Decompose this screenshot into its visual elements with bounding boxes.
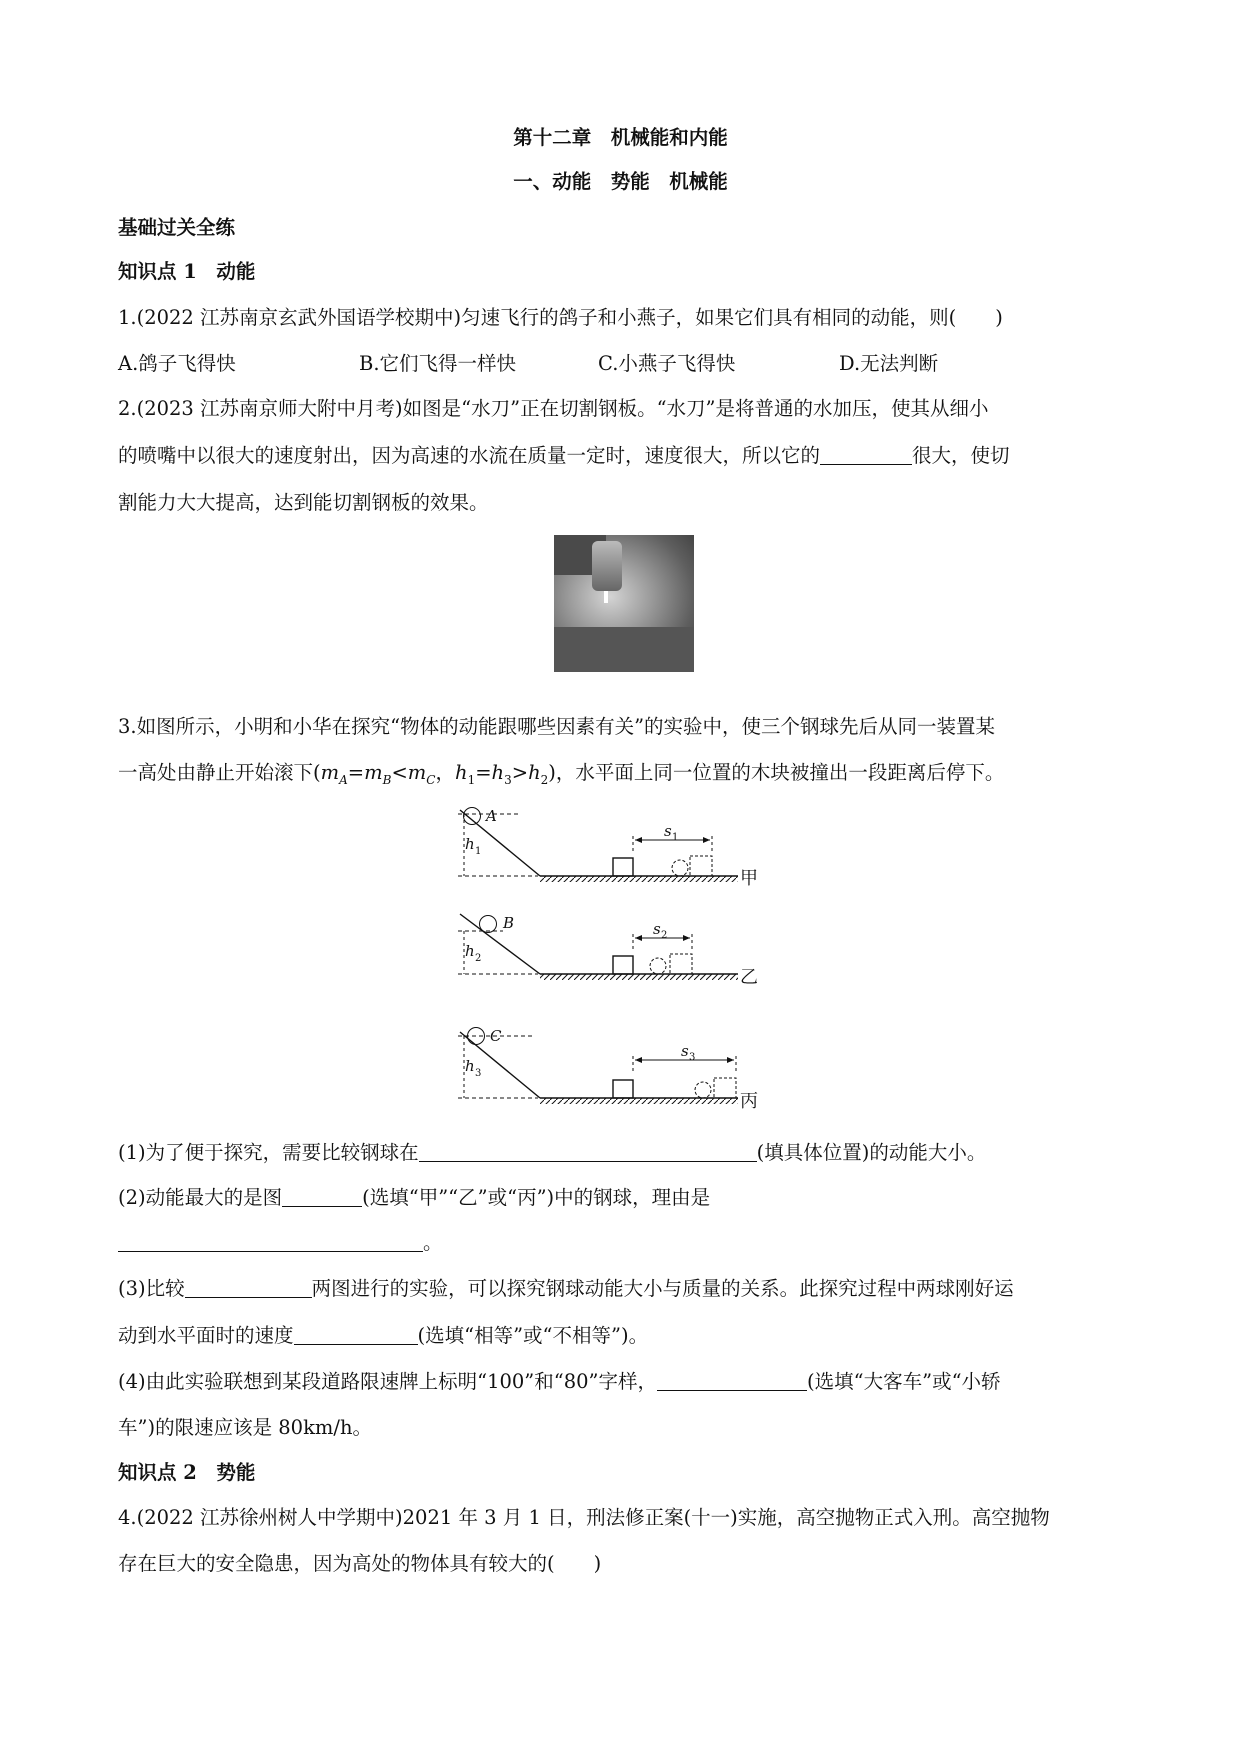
knowledge-point-2: 知识点 2 势能 (118, 1461, 256, 1484)
ball-label-b: B (503, 914, 515, 932)
q3-part4-cont: 车”)的限速应该是 80km/h。 (118, 1416, 373, 1439)
block-ghost (714, 1078, 736, 1098)
height-label-h2: h (465, 942, 475, 960)
ball-ghost (695, 1082, 711, 1098)
q2-answer-blank[interactable] (820, 446, 912, 465)
ball-ghost (672, 860, 688, 876)
q3-part1: (1)为了便于探究，需要比较钢球在 (填具体位置)的动能大小。 (118, 1141, 987, 1164)
distance-label-s2: s (653, 920, 661, 938)
exercise-header: 基础过关全练 (118, 216, 236, 239)
svg-text:2: 2 (661, 930, 668, 941)
wood-block (613, 1080, 633, 1098)
ball-label-c: C (490, 1027, 502, 1045)
q3-part3-blank-2[interactable] (294, 1326, 418, 1345)
q4-line2: 存在巨大的安全隐患，因为高处的物体具有较大的( ) (118, 1552, 602, 1575)
figure-label-bing: 丙 (740, 1091, 758, 1112)
q3-part4-blank[interactable] (657, 1372, 807, 1391)
q1-option-b: B.它们飞得一样快 (359, 352, 517, 375)
height-label-h3: h (465, 1057, 475, 1075)
q1-stem: 1.(2022 江苏南京玄武外国语学校期中)匀速飞行的鸽子和小燕子，如果它们具有相同的动能，则( ) (118, 306, 1003, 329)
q2-line2-text: 的喷嘴中以很大的速度射出，因为高速的水流在质量一定时，速度很大，所以它的 (118, 444, 821, 467)
knowledge-point-1: 知识点 1 动能 (118, 260, 256, 283)
wood-block (613, 858, 633, 876)
steel-ball (480, 916, 497, 933)
section-title: 一、动能 势能 机械能 (513, 170, 728, 193)
q2-line1: 2.(2023 江苏南京师大附中月考)如图是“水刀”正在切割钢板。“水刀”是将普通的水加压，使其从细小 (118, 397, 989, 420)
block-ghost (690, 856, 712, 876)
q1-option-c: C.小燕子飞得快 (598, 352, 736, 375)
wood-block (613, 956, 633, 974)
svg-text:2: 2 (475, 953, 482, 964)
q2-line2-tail: 很大，使切 (912, 444, 1010, 467)
steel-ball (464, 808, 481, 825)
q3-part3-blank-1[interactable] (185, 1279, 312, 1298)
q2-line3: 割能力大大提高，达到能切割钢板的效果。 (118, 491, 489, 514)
chapter-title: 第十二章 机械能和内能 (513, 126, 728, 149)
q1-option-d: D.无法判断 (839, 352, 939, 375)
q3-line1: 3.如图所示，小明和小华在探究“物体的动能跟哪些因素有关”的实验中，使三个钢球先后从同一装置某 (118, 715, 996, 738)
svg-text:3: 3 (689, 1052, 696, 1063)
q2-line2 (118, 446, 1010, 466)
figure-label-jia: 甲 (740, 868, 758, 889)
figure-yi (458, 914, 738, 980)
height-label-h1: h (465, 835, 475, 853)
distance-label-s3: s (681, 1042, 689, 1060)
q3-line2: 一高处由静止开始滚下($m_A=m_B<m_C$，$h_1=h_3>h_2$)，水平面上同一位置的木块被撞出一段距离后停下。 (118, 761, 1005, 787)
q1-option-a: A.鸽子飞得快 (118, 352, 236, 375)
block-ghost (670, 954, 692, 974)
experiment-diagram (448, 806, 808, 1136)
svg-text:1: 1 (475, 846, 482, 857)
figure-jia (458, 808, 738, 883)
q3-part2-reason: 。 (118, 1233, 443, 1253)
figure-label-yi: 乙 (740, 967, 758, 988)
ball-ghost (650, 958, 666, 974)
q3-part1-blank[interactable] (419, 1143, 757, 1162)
ball-label-a: A (486, 807, 497, 825)
svg-text:3: 3 (475, 1068, 482, 1079)
q3-part2-blank[interactable] (282, 1188, 362, 1207)
q3-part4: (4)由此实验联想到某段道路限速牌上标明“100”和“80”字样， (选填“大客车”或“小轿 (118, 1370, 1001, 1393)
svg-text:1: 1 (672, 832, 679, 843)
q3-part3-cont: 动到水平面时的速度 (选填“相等”或“不相等”)。 (118, 1324, 649, 1347)
q4-line1: 4.(2022 江苏徐州树人中学期中)2021 年 3 月 1 日，刑法修正案(十一)实施，高空抛物正式入刑。高空抛物 (118, 1506, 1050, 1529)
distance-label-s1: s (664, 822, 672, 840)
q3-part3: (3)比较 两图进行的实验，可以探究钢球动能大小与质量的关系。此探究过程中两球刚好运 (118, 1277, 1014, 1300)
q3-part2: (2)动能最大的是图 (选填“甲”“乙”或“丙”)中的钢球，理由是 (118, 1186, 711, 1209)
q3-part2-reason-blank[interactable] (118, 1233, 423, 1252)
water-knife-photo (554, 535, 694, 672)
